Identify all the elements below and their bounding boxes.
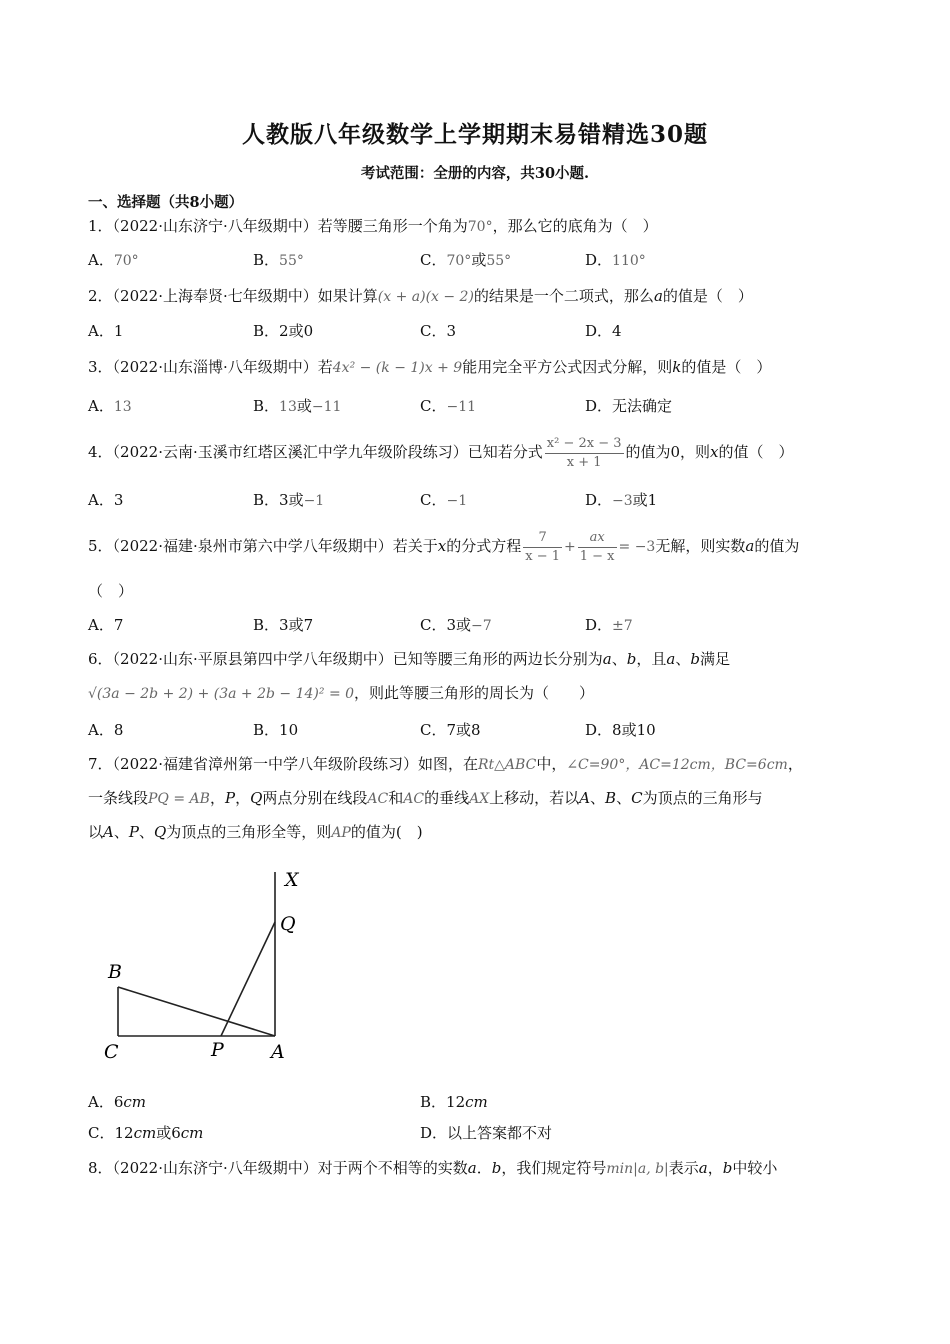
- q3-option-c[interactable]: C．−11: [420, 397, 477, 415]
- q3-option-a[interactable]: A．13: [88, 397, 132, 415]
- question-4: 4．（2022·云南·玉溪市红塔区溪汇中学九年级阶段练习）已知若分式 $\frac{\text{x² − 2x − 3}}{x + 1}$ 的值为0，则x的值（ ）: [88, 435, 794, 470]
- q1-math: 70°: [467, 219, 493, 235]
- question-3: 3．（2022·山东淄博·八年级期中）若4x² − (k − 1)x + 9能用完全平方公式因式分解，则k的值是（ ）: [88, 358, 772, 376]
- q7-option-a[interactable]: A．6cm: [88, 1093, 147, 1111]
- q6-option-c[interactable]: C．7或8: [420, 721, 481, 739]
- q3-option-d[interactable]: D．无法确定: [585, 397, 673, 415]
- q4-fraction: $\frac{\text{x² − 2x − 3}}{x + 1}$: [546, 435, 622, 470]
- section-heading: 一、选择题（共8小题）: [88, 194, 244, 211]
- q2-option-c[interactable]: C．3: [420, 322, 457, 340]
- q7-options-row-2: [88, 1122, 868, 1144]
- q1-option-c[interactable]: C．70°或55°: [420, 251, 512, 269]
- question-1: [88, 215, 658, 238]
- q2-math: (x + a)(x − 2): [377, 289, 474, 305]
- question-7: 7．（2022·福建省漳州第一中学八年级阶段练习）如图，在Rt△ABC中，∠C=90°，AC=12cm，BC=6cm，: [88, 755, 803, 773]
- q4-options: [88, 489, 868, 511]
- q5-option-c[interactable]: C．3或−7: [420, 616, 492, 634]
- q2-options: [88, 320, 868, 342]
- q6-option-d[interactable]: D．8或10: [585, 721, 656, 739]
- q7-option-b[interactable]: B．12cm: [420, 1093, 488, 1111]
- q4-option-c[interactable]: C．−1: [420, 491, 468, 509]
- q1-options: [88, 249, 868, 271]
- label-q: Q: [280, 913, 296, 935]
- q3-option-b[interactable]: B．13或−11: [253, 397, 342, 415]
- q6-option-a[interactable]: A．8: [88, 721, 124, 739]
- question-7-line-3: 以A、P、Q为顶点的三角形全等，则AP的值为( ): [88, 823, 423, 841]
- q5-fraction-2: $\frac{ax}{1 - x}$: [579, 529, 615, 564]
- q4-option-d[interactable]: D．−3或1: [585, 491, 658, 509]
- q1-option-d[interactable]: D．110°: [585, 251, 646, 269]
- label-x: X: [285, 869, 299, 891]
- q4-option-b[interactable]: B．3或−1: [253, 491, 325, 509]
- ba-line: [118, 987, 275, 1036]
- q6-option-b[interactable]: B．10: [253, 721, 299, 739]
- q1-option-b[interactable]: B．55°: [253, 251, 304, 269]
- q6-math: √(3a − 2b + 2) + (3a + 2b − 14)² = 0: [88, 686, 355, 702]
- q5-option-a[interactable]: A．7: [88, 616, 124, 634]
- q6-options: [88, 719, 868, 741]
- q1-text: 1．（2022·山东济宁·八年级期中）若等腰三角形一个角为: [88, 217, 468, 235]
- question-7-line-2: 一条线段PQ = AB，P，Q两点分别在线段AC和AC的垂线AX上移动，若以A、B、C为顶点的三角形与: [88, 789, 763, 807]
- q7-figure: [88, 860, 328, 1070]
- q7-options-row-1: [88, 1091, 868, 1113]
- label-b: B: [108, 961, 122, 983]
- q2-option-a[interactable]: A．1: [88, 322, 124, 340]
- q5-options: [88, 614, 868, 636]
- label-p: P: [211, 1039, 224, 1061]
- q5-fraction-1: $\frac{7}{x - 1}$: [525, 529, 561, 564]
- question-6-line-2: √(3a − 2b + 2) + (3a + 2b − 14)² = 0，则此等腰三角形的周长为（ ）: [88, 684, 595, 702]
- q3-math: 4x² − (k − 1)x + 9: [332, 360, 463, 376]
- q2-option-d[interactable]: D．4: [585, 322, 622, 340]
- q5-option-d[interactable]: D．±7: [585, 616, 633, 634]
- q7-option-c[interactable]: C．12cm或6cm: [88, 1124, 204, 1142]
- pq-line: [221, 922, 275, 1036]
- q5-paren: （ ）: [88, 582, 134, 600]
- q5-option-b[interactable]: B．3或7: [253, 616, 314, 634]
- question-5: 5．（2022·福建·泉州市第六中学八年级期中）若关于x的分式方程 $\frac{7}{x - 1}$ + $\frac{ax}{1 - x}$ = −3无解，则实数a的值为: [88, 529, 800, 564]
- q7-option-d[interactable]: D．以上答案都不对: [420, 1124, 553, 1142]
- q3-options: [88, 395, 868, 417]
- label-c: C: [104, 1041, 119, 1063]
- label-a: A: [271, 1041, 285, 1063]
- q1-text-end: ，那么它的底角为（ ）: [492, 217, 658, 235]
- q2-option-b[interactable]: B．2或0: [253, 322, 314, 340]
- q4-option-a[interactable]: A．3: [88, 491, 124, 509]
- q1-option-a[interactable]: A．70°: [88, 251, 139, 269]
- question-6: 6．（2022·山东·平原县第四中学八年级期中）已知等腰三角形的两边长分别为a、b，且a、b满足: [88, 650, 730, 668]
- question-2: 2．（2022·上海奉贤·七年级期中）如果计算(x + a)(x − 2)的结果是一个二项式，那么a的值是（ ）: [88, 287, 753, 305]
- page-title: 人教版八年级数学上学期期末易错精选30题: [241, 121, 708, 148]
- page-subtitle: 考试范围：全册的内容，共30小题.: [360, 165, 590, 182]
- question-8: 8．（2022·山东济宁·八年级期中）对于两个不相等的实数a．b，我们规定符号min|a, b|表示a，b中较小: [88, 1159, 778, 1177]
